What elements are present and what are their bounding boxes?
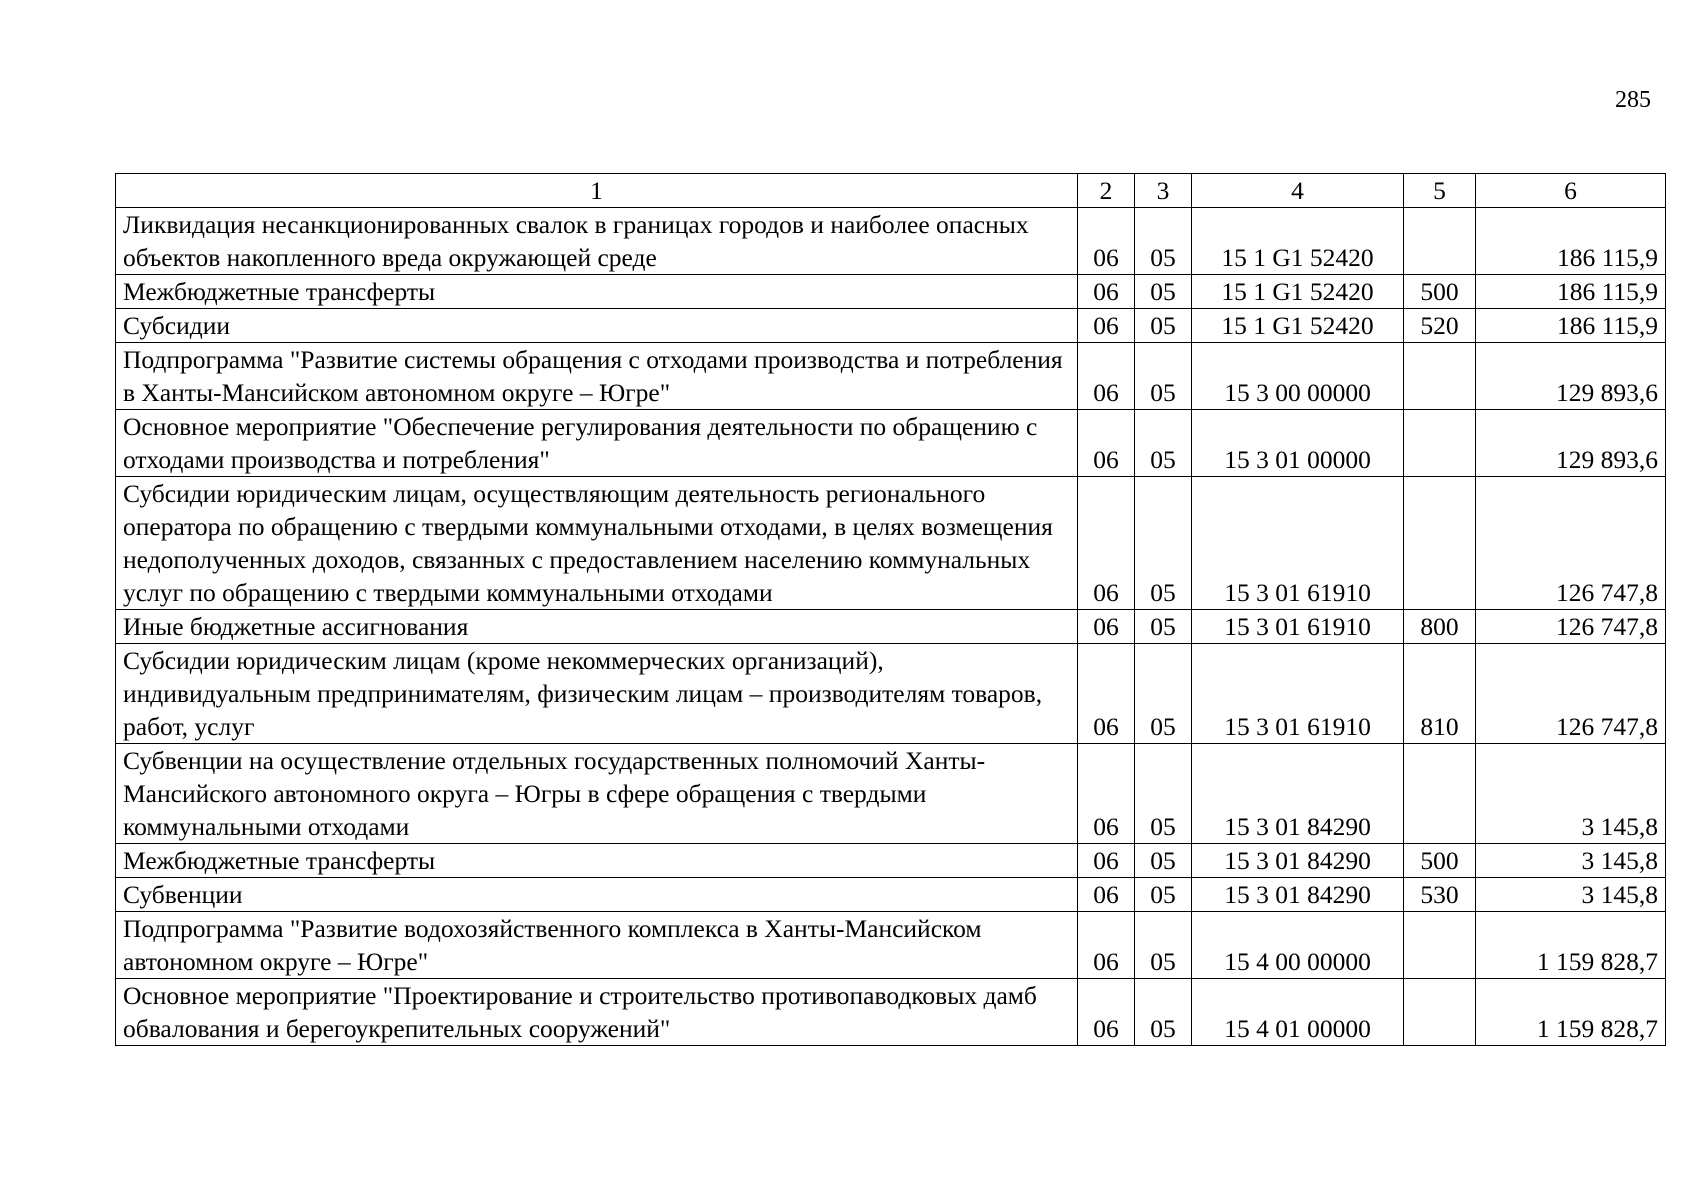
table-row [116, 208, 1666, 275]
row-target-article-cell: 15 3 01 61910 [1192, 644, 1404, 744]
column-header: 4 [1192, 174, 1404, 208]
row-section-cell: 06 [1078, 912, 1135, 979]
row-amount-cell: 1 159 828,7 [1476, 912, 1666, 979]
table-row [116, 912, 1666, 979]
column-header: 3 [1135, 174, 1192, 208]
row-expense-type-cell [1404, 744, 1476, 844]
row-target-article-cell: 15 3 01 84290 [1192, 744, 1404, 844]
row-subsection-cell: 05 [1135, 610, 1192, 644]
row-amount-cell: 126 747,8 [1476, 644, 1666, 744]
row-amount-cell: 186 115,9 [1476, 309, 1666, 343]
row-expense-type-cell [1404, 912, 1476, 979]
row-subsection-cell: 05 [1135, 644, 1192, 744]
row-name-cell: Субвенции [116, 878, 1078, 912]
row-amount-cell: 1 159 828,7 [1476, 979, 1666, 1046]
row-subsection-cell: 05 [1135, 410, 1192, 477]
row-section-cell: 06 [1078, 309, 1135, 343]
row-target-article-cell: 15 3 01 00000 [1192, 410, 1404, 477]
column-header: 6 [1476, 174, 1666, 208]
row-amount-cell: 129 893,6 [1476, 343, 1666, 410]
row-target-article-cell: 15 3 01 84290 [1192, 844, 1404, 878]
row-section-cell: 06 [1078, 410, 1135, 477]
row-expense-type-cell: 500 [1404, 275, 1476, 309]
table-body [116, 174, 1666, 1046]
row-name-cell: Субсидии [116, 309, 1078, 343]
row-amount-cell: 3 145,8 [1476, 844, 1666, 878]
row-name-cell: Субвенции на осуществление отдельных государственных полномочий Ханты-Мансийского автономного округа – Югры в сфере обращения с твердыми коммунальными отходами [116, 744, 1078, 844]
row-expense-type-cell [1404, 979, 1476, 1046]
row-amount-cell: 126 747,8 [1476, 477, 1666, 610]
row-target-article-cell: 15 3 01 61910 [1192, 610, 1404, 644]
row-expense-type-cell: 800 [1404, 610, 1476, 644]
row-section-cell: 06 [1078, 275, 1135, 309]
row-amount-cell: 3 145,8 [1476, 878, 1666, 912]
row-expense-type-cell [1404, 208, 1476, 275]
row-name-cell: Основное мероприятие "Обеспечение регулирования деятельности по обращению с отходами производства и потребления" [116, 410, 1078, 477]
row-subsection-cell: 05 [1135, 275, 1192, 309]
table-row [116, 744, 1666, 844]
row-subsection-cell: 05 [1135, 878, 1192, 912]
row-subsection-cell: 05 [1135, 744, 1192, 844]
row-subsection-cell: 05 [1135, 844, 1192, 878]
row-name-cell: Основное мероприятие "Проектирование и строительство противопаводковых дамб обвалования и берегоукрепительных сооружений" [116, 979, 1078, 1046]
row-section-cell: 06 [1078, 610, 1135, 644]
row-target-article-cell: 15 4 01 00000 [1192, 979, 1404, 1046]
row-amount-cell: 126 747,8 [1476, 610, 1666, 644]
row-expense-type-cell [1404, 343, 1476, 410]
row-name-cell: Иные бюджетные ассигнования [116, 610, 1078, 644]
page-number: 285 [1615, 87, 1651, 113]
column-header: 2 [1078, 174, 1135, 208]
row-name-cell: Подпрограмма "Развитие водохозяйственного комплекса в Ханты-Мансийском автономном округе – Югре" [116, 912, 1078, 979]
row-amount-cell: 129 893,6 [1476, 410, 1666, 477]
column-header: 5 [1404, 174, 1476, 208]
table-row [116, 477, 1666, 610]
row-expense-type-cell [1404, 477, 1476, 610]
column-header: 1 [116, 174, 1078, 208]
row-target-article-cell: 15 1 G1 52420 [1192, 309, 1404, 343]
table-row [116, 844, 1666, 878]
table-row [116, 610, 1666, 644]
row-amount-cell: 186 115,9 [1476, 208, 1666, 275]
table-row [116, 979, 1666, 1046]
row-name-cell: Ликвидация несанкционированных свалок в границах городов и наиболее опасных объектов накопленного вреда окружающей среде [116, 208, 1078, 275]
row-expense-type-cell: 530 [1404, 878, 1476, 912]
row-name-cell: Субсидии юридическим лицам (кроме некоммерческих организаций), индивидуальным предпринимателям, физическим лицам – производителям товаров, работ, услуг [116, 644, 1078, 744]
row-subsection-cell: 05 [1135, 309, 1192, 343]
row-amount-cell: 3 145,8 [1476, 744, 1666, 844]
row-target-article-cell: 15 3 01 61910 [1192, 477, 1404, 610]
budget-table [115, 173, 1666, 1046]
row-target-article-cell: 15 3 01 84290 [1192, 878, 1404, 912]
row-target-article-cell: 15 4 00 00000 [1192, 912, 1404, 979]
row-name-cell: Межбюджетные трансферты [116, 275, 1078, 309]
row-expense-type-cell: 520 [1404, 309, 1476, 343]
row-name-cell: Подпрограмма "Развитие системы обращения с отходами производства и потребления в Ханты-Мансийском автономном округе – Югре" [116, 343, 1078, 410]
row-target-article-cell: 15 3 00 00000 [1192, 343, 1404, 410]
row-section-cell: 06 [1078, 844, 1135, 878]
row-expense-type-cell: 810 [1404, 644, 1476, 744]
table-row [116, 343, 1666, 410]
table-row [116, 309, 1666, 343]
row-subsection-cell: 05 [1135, 208, 1192, 275]
table-row [116, 878, 1666, 912]
row-section-cell: 06 [1078, 878, 1135, 912]
row-section-cell: 06 [1078, 979, 1135, 1046]
row-section-cell: 06 [1078, 744, 1135, 844]
table-row [116, 410, 1666, 477]
row-target-article-cell: 15 1 G1 52420 [1192, 275, 1404, 309]
row-subsection-cell: 05 [1135, 912, 1192, 979]
row-name-cell: Субсидии юридическим лицам, осуществляющим деятельность регионального оператора по обращению с твердыми коммунальными отходами, в целях возмещения недополученных доходов, связанных с предоставлением населению коммунальных услуг по обращению с твердыми коммунальными отходами [116, 477, 1078, 610]
row-section-cell: 06 [1078, 208, 1135, 275]
row-expense-type-cell: 500 [1404, 844, 1476, 878]
row-section-cell: 06 [1078, 477, 1135, 610]
row-subsection-cell: 05 [1135, 343, 1192, 410]
row-subsection-cell: 05 [1135, 979, 1192, 1046]
row-subsection-cell: 05 [1135, 477, 1192, 610]
table-row [116, 644, 1666, 744]
table-header-row [116, 174, 1666, 208]
row-section-cell: 06 [1078, 343, 1135, 410]
row-section-cell: 06 [1078, 644, 1135, 744]
row-name-cell: Межбюджетные трансферты [116, 844, 1078, 878]
table-row [116, 275, 1666, 309]
row-target-article-cell: 15 1 G1 52420 [1192, 208, 1404, 275]
row-amount-cell: 186 115,9 [1476, 275, 1666, 309]
row-expense-type-cell [1404, 410, 1476, 477]
